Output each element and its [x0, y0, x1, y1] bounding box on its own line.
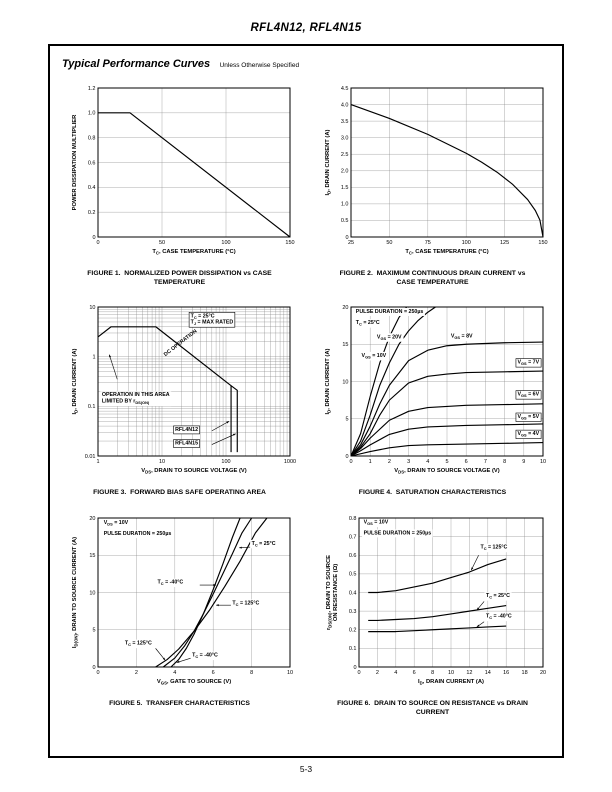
y-tick-label: 20: [88, 515, 95, 522]
svg-text:TC = 125°C: $T_C = 125^\circ C$: [231, 599, 259, 607]
y-tick-label: 0.01: [84, 454, 95, 461]
x-tick-label: 1: [368, 459, 372, 466]
svg-text:VGS = 6V: $V_{GS} = 6V$: [516, 391, 539, 399]
y-tick-label: 10: [88, 589, 95, 596]
y-tick-label: 15: [88, 552, 95, 559]
x-axis-label: $T_C$, CASE TEMPERATURE (°C): [404, 249, 489, 256]
x-tick-label: 50: [158, 240, 165, 246]
series-tc-125c: [368, 558, 506, 592]
y-tick-label: 0.8: [87, 135, 95, 142]
annotation: [354, 308, 425, 316]
plot-frame: [351, 88, 543, 237]
svg-text:VDS = 10V: $V_{DS} = 10V$: [103, 519, 128, 526]
content-frame: [48, 44, 564, 758]
svg-text:VGS = 7V: $V_{GS} = 7V$: [516, 359, 539, 367]
y-tick-label: 0.2: [87, 209, 95, 216]
x-tick-label: 6: [211, 669, 215, 676]
x-tick-label: 0: [95, 669, 100, 676]
annotation: [354, 319, 381, 328]
figure-3-chart: [60, 299, 300, 484]
svg-text:PULSE DURATION = 250µs: PULSE DURATION = 250µs: [103, 530, 171, 537]
svg-text:VGS = 10V: $V_{GS} = 10V$: [361, 353, 386, 360]
y-tick-label: 1.0: [340, 201, 348, 208]
x-tick-label: 125: [499, 240, 509, 246]
svg-text:TJ = MAX RATED: $T_J$ = MAX RATED: [190, 320, 233, 327]
figure-3: [60, 299, 300, 497]
annotation: [375, 334, 403, 343]
svg-text:TC = -40°C: $T_C = -40^\circ C$: [485, 613, 512, 620]
svg-text:VGS = 20V: $V_{GS} = 20V$: [376, 334, 402, 342]
x-tick-label: 0: [348, 459, 353, 466]
annotation: [230, 599, 260, 608]
x-tick-label: 10: [158, 459, 165, 466]
section-subtitle: Unless Otherwise Specified: [219, 62, 300, 69]
y-tick-label: 3.5: [340, 118, 348, 125]
y-tick-label: 1: [91, 354, 95, 361]
section-title: Typical Performance Curves: [62, 58, 211, 70]
svg-text:VGS = 5V: $V_{GS} = 5V$: [516, 414, 539, 421]
annotation: [360, 352, 388, 361]
svg-text:TC = 25°C: $T_C = 25^\circ C$: [190, 313, 215, 321]
series-power-dissipation-multiplier: [98, 113, 290, 237]
x-tick-label: 150: [284, 240, 295, 246]
figure-2: [313, 80, 553, 287]
annotation: [362, 529, 433, 537]
svg-text:RFL4N15: RFL4N15: [174, 440, 198, 447]
figure-5-caption: FIGURE 5. TRANSFER CHARACTERISTICS: [109, 699, 250, 707]
y-tick-label: 1.0: [87, 110, 95, 117]
x-tick-label: 18: [521, 669, 528, 676]
annotation: [484, 592, 511, 601]
x-tick-label: 0: [356, 669, 361, 676]
annotation: [156, 578, 185, 587]
x-tick-label: 50: [385, 240, 392, 246]
x-tick-label: 4: [172, 669, 176, 676]
svg-text:VGS = 10V: $V_{GS} = 10V$: [363, 519, 388, 526]
svg-text:PULSE DURATION = 250µs: PULSE DURATION = 250µs: [355, 309, 423, 316]
svg-text:TC = -40°C: $T_C = -40^\circ C$: [157, 579, 183, 586]
y-tick-label: 0.3: [348, 608, 356, 615]
x-tick-label: 5: [444, 459, 449, 466]
x-tick-label: 1000: [283, 459, 296, 466]
figure-2-caption: FIGURE 2. MAXIMUM CONTINUOUS DRAIN CURRENT vs CASE TEMPERATURE: [339, 270, 528, 287]
y-tick-label: 0.6: [87, 160, 95, 167]
x-tick-label: 16: [502, 669, 509, 676]
x-tick-label: 10: [539, 459, 546, 466]
y-axis-label: $I_D$, DRAIN CURRENT (A): [324, 129, 331, 196]
y-tick-label: 0.4: [87, 185, 95, 192]
y-tick-label: 15: [341, 342, 348, 349]
svg-text:TC = -40°C: $T_C = -40^\circ C$: [191, 652, 218, 659]
x-axis-label: $T_C$, CASE TEMPERATURE (°C): [151, 249, 236, 256]
y-tick-label: 1.2: [87, 85, 95, 92]
y-tick-label: 0.8: [348, 515, 356, 522]
y-tick-label: 0: [91, 234, 95, 241]
figure-4: [313, 299, 553, 497]
page-number: 5-3: [299, 764, 313, 774]
y-tick-label: 4.0: [340, 102, 348, 109]
annotation: [362, 518, 390, 527]
x-tick-label: 150: [537, 240, 548, 246]
x-axis-label: $I_D$, DRAIN CURRENT (A): [417, 678, 484, 686]
x-tick-label: 25: [347, 240, 354, 246]
y-tick-label: 0.5: [340, 218, 348, 225]
annotation: [123, 639, 153, 648]
y-axis-label: $I_{D(ON)}$, DRAIN TO SOURCE CURRENT (A): [71, 536, 78, 648]
annotation: [478, 543, 508, 552]
svg-text:TC = 25°C: $T_C = 25^\circ C$: [485, 592, 510, 600]
figure-5: [60, 510, 300, 717]
y-tick-label: 5: [91, 627, 95, 634]
x-tick-label: 100: [220, 240, 231, 246]
x-tick-label: 20: [539, 669, 546, 676]
x-tick-label: 2: [134, 669, 138, 676]
y-tick-label: 0.1: [87, 404, 95, 411]
x-tick-label: 2: [375, 669, 379, 676]
annotation: [515, 430, 540, 439]
y-tick-label: 4.5: [340, 85, 348, 92]
y-tick-label: 0: [344, 454, 348, 461]
x-tick-label: 14: [484, 669, 491, 676]
svg-text:VGS = 4V: $V_{GS} = 4V$: [516, 431, 539, 438]
svg-text:TC = 25°C: $T_C = 25^\circ C$: [355, 320, 380, 327]
svg-text:PULSE DURATION = 250µs: PULSE DURATION = 250µs: [363, 529, 431, 536]
document-title: RFL4N12, RFL4N15: [250, 22, 362, 34]
svg-text:TC = 25°C: $T_C = 25^\circ C$: [251, 540, 276, 547]
y-tick-label: 0.4: [348, 589, 356, 596]
y-axis-label: POWER DISSIPATION MULTIPLIER: [71, 114, 78, 211]
figure-2-chart: [313, 80, 553, 265]
annotation: [515, 359, 540, 368]
figure-4-chart: [313, 299, 553, 484]
x-tick-label: 100: [220, 459, 231, 466]
figure-3-caption: FIGURE 3. FORWARD BIAS SAFE OPERATING AREA: [93, 489, 266, 497]
figure-6-chart: [313, 510, 553, 695]
y-tick-label: 0: [91, 664, 95, 671]
annotation: [173, 440, 199, 448]
x-tick-label: 6: [412, 669, 416, 676]
x-axis-label: $V_{DS}$, DRAIN TO SOURCE VOLTAGE (V): [393, 468, 500, 475]
svg-text:LIMITED BY rDS(ON): LIMITED BY $r_{DS(ON)}$: [101, 398, 149, 406]
svg-text:RFL4N12: RFL4N12: [174, 427, 198, 434]
y-tick-label: 5: [344, 416, 348, 423]
annotation: [484, 612, 513, 621]
y-tick-label: 0.1: [348, 645, 356, 652]
y-tick-label: 10: [341, 379, 348, 386]
y-tick-label: 0: [344, 234, 348, 241]
y-tick-label: 0.6: [348, 552, 356, 559]
x-tick-label: 100: [461, 240, 471, 246]
svg-text:OPERATION IN THIS AREA: OPERATION IN THIS AREA: [101, 392, 170, 399]
annotation: [515, 391, 540, 400]
x-tick-label: 2: [387, 459, 391, 466]
figure-1-chart: [60, 80, 300, 265]
figure-6-caption: FIGURE 6. DRAIN TO SOURCE ON RESISTANCE vs DRAIN CURRENT: [337, 699, 530, 716]
y-tick-label: 10: [88, 305, 95, 312]
annotation: [190, 651, 219, 660]
annotation: [102, 518, 130, 527]
x-tick-label: 8: [430, 669, 434, 676]
y-axis-label: ON RESISTANCE (Ω): [332, 563, 339, 621]
section-head: [62, 54, 556, 72]
x-tick-label: 3: [406, 459, 410, 466]
svg-text:TC = 125°C: $T_C = 125^\circ C$: [124, 640, 152, 647]
svg-text:DC OPERATION: DC OPERATION: [162, 328, 198, 359]
annotation: [515, 413, 540, 422]
series-soa-rfl4n15: [231, 386, 237, 452]
annotation: [162, 329, 198, 359]
y-tick-label: 0.2: [348, 627, 356, 634]
figure-1-caption: FIGURE 1. NORMALIZED POWER DISSIPATION vs CASE TEMPERATURE: [87, 270, 274, 287]
x-tick-label: 75: [424, 240, 431, 246]
x-tick-label: 1: [95, 459, 100, 466]
y-tick-label: 0.5: [348, 571, 356, 578]
x-axis-label: $V_{GS}$, GATE TO SOURCE (V): [156, 678, 231, 686]
y-axis-label: $I_D$, DRAIN CURRENT (A): [324, 348, 331, 415]
x-tick-label: 8: [502, 459, 506, 466]
y-tick-label: 1.5: [340, 185, 348, 192]
figure-6: [313, 510, 553, 717]
x-tick-label: 0: [95, 240, 100, 246]
charts-grid: [56, 80, 556, 717]
svg-text:TC = 125°C: $T_C = 125^\circ C$: [479, 544, 507, 551]
y-tick-label: 0: [352, 664, 356, 671]
annotation: [250, 539, 277, 548]
x-tick-label: 10: [447, 669, 454, 676]
x-tick-label: 7: [483, 459, 487, 466]
x-tick-label: 4: [425, 459, 429, 466]
x-tick-label: 9: [521, 459, 525, 466]
annotation: [100, 392, 171, 407]
x-tick-label: 4: [393, 669, 397, 676]
figure-4-caption: FIGURE 4. SATURATION CHARACTERISTICS: [358, 489, 507, 497]
y-tick-label: 20: [341, 305, 348, 312]
series-soa-rfl4n12: [98, 327, 231, 452]
y-tick-label: 3.0: [340, 135, 348, 142]
annotation: [173, 426, 199, 434]
annotation: [189, 313, 235, 328]
figure-1: [60, 80, 300, 287]
x-axis-label: $V_{DS}$, DRAIN TO SOURCE VOLTAGE (V): [140, 468, 247, 475]
annotation: [102, 530, 173, 538]
figure-5-chart: [60, 510, 300, 695]
x-tick-label: 12: [465, 669, 472, 676]
x-tick-label: 10: [286, 669, 293, 676]
annotation: [449, 333, 474, 342]
y-axis-label: $r_{DS(ON)}$, DRAIN TO SOURCE: [325, 554, 332, 630]
y-tick-label: 2.0: [340, 168, 348, 175]
x-tick-label: 8: [249, 669, 253, 676]
svg-text:VGS = 8V: $V_{GS} = 8V$: [450, 333, 473, 341]
y-tick-label: 2.5: [340, 152, 348, 159]
series-tc-minus-40c: [368, 626, 506, 632]
x-tick-label: 6: [464, 459, 468, 466]
y-tick-label: 0.7: [348, 533, 356, 540]
y-axis-label: $I_D$, DRAIN CURRENT (A): [71, 348, 78, 415]
